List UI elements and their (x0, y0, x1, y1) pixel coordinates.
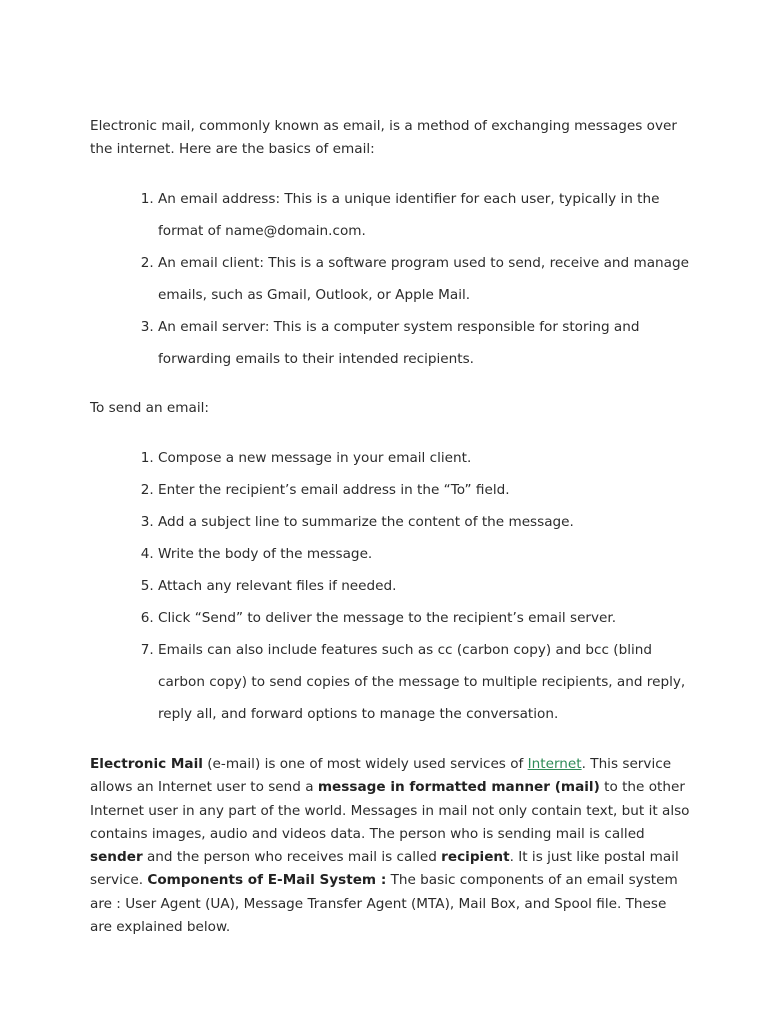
email-system-paragraph (90, 753, 690, 939)
send-steps-list (90, 442, 690, 730)
document-page (90, 115, 690, 939)
term-components: Components of E-Mail System : (147, 872, 387, 889)
send-email-heading: To send an email: (90, 400, 209, 416)
body-text: The basic components of an email system are : User Agent (UA), Message Transfer Agent (MTA), Mail Box, and Spool file. These are explained below. (90, 872, 678, 936)
list-item: 2. Enter the recipient’s email address in the “To” field. (158, 474, 690, 506)
list-item: 7. Emails can also include features such as cc (carbon copy) and bcc (blind carbon copy) to send copies of the message to multiple recipients, and reply, reply all, and forward options to manage the conversation. (158, 634, 690, 730)
body-text: . This service allows an Internet user to send a (90, 756, 672, 796)
list-item: 1. An email address: This is a unique identifier for each user, typically in the format of name@domain.com. (158, 183, 690, 247)
body-text: to the other Internet user in any part of the world. Messages in mail not only contain text, but it also contains images, audio and videos data. The person who is sending mail is called (90, 779, 690, 842)
body-text: (e-mail) is one of most widely used services of (202, 756, 528, 772)
term-electronic-mail: Electronic Mail (90, 756, 203, 772)
internet-link[interactable]: Internet (527, 756, 582, 772)
list-item: 4. Write the body of the message. (158, 538, 690, 570)
term-recipient: recipient (441, 849, 510, 866)
email-basics-list (90, 183, 690, 375)
list-item: 1. Compose a new message in your email client. (158, 442, 690, 474)
intro-paragraph: Electronic mail, commonly known as email, is a method of exchanging messages over the internet. Here are the basics of email: (90, 118, 677, 157)
body-text: and the person who receives mail is called (142, 849, 442, 866)
list-item: 2. An email client: This is a software program used to send, receive and manage emails, such as Gmail, Outlook, or Apple Mail. (158, 247, 690, 311)
list-item: 3. An email server: This is a computer system responsible for storing and forwarding emails to their intended recipients. (158, 311, 690, 375)
term-formatted-message: message in formatted manner (mail) (317, 779, 600, 796)
body-text: . It is just like postal mail service. (90, 849, 679, 889)
term-sender: sender (90, 849, 143, 866)
list-item: 5. Attach any relevant files if needed. (158, 570, 690, 602)
list-item: 3. Add a subject line to summarize the content of the message. (158, 506, 690, 538)
list-item: 6. Click “Send” to deliver the message to the recipient’s email server. (158, 602, 690, 634)
